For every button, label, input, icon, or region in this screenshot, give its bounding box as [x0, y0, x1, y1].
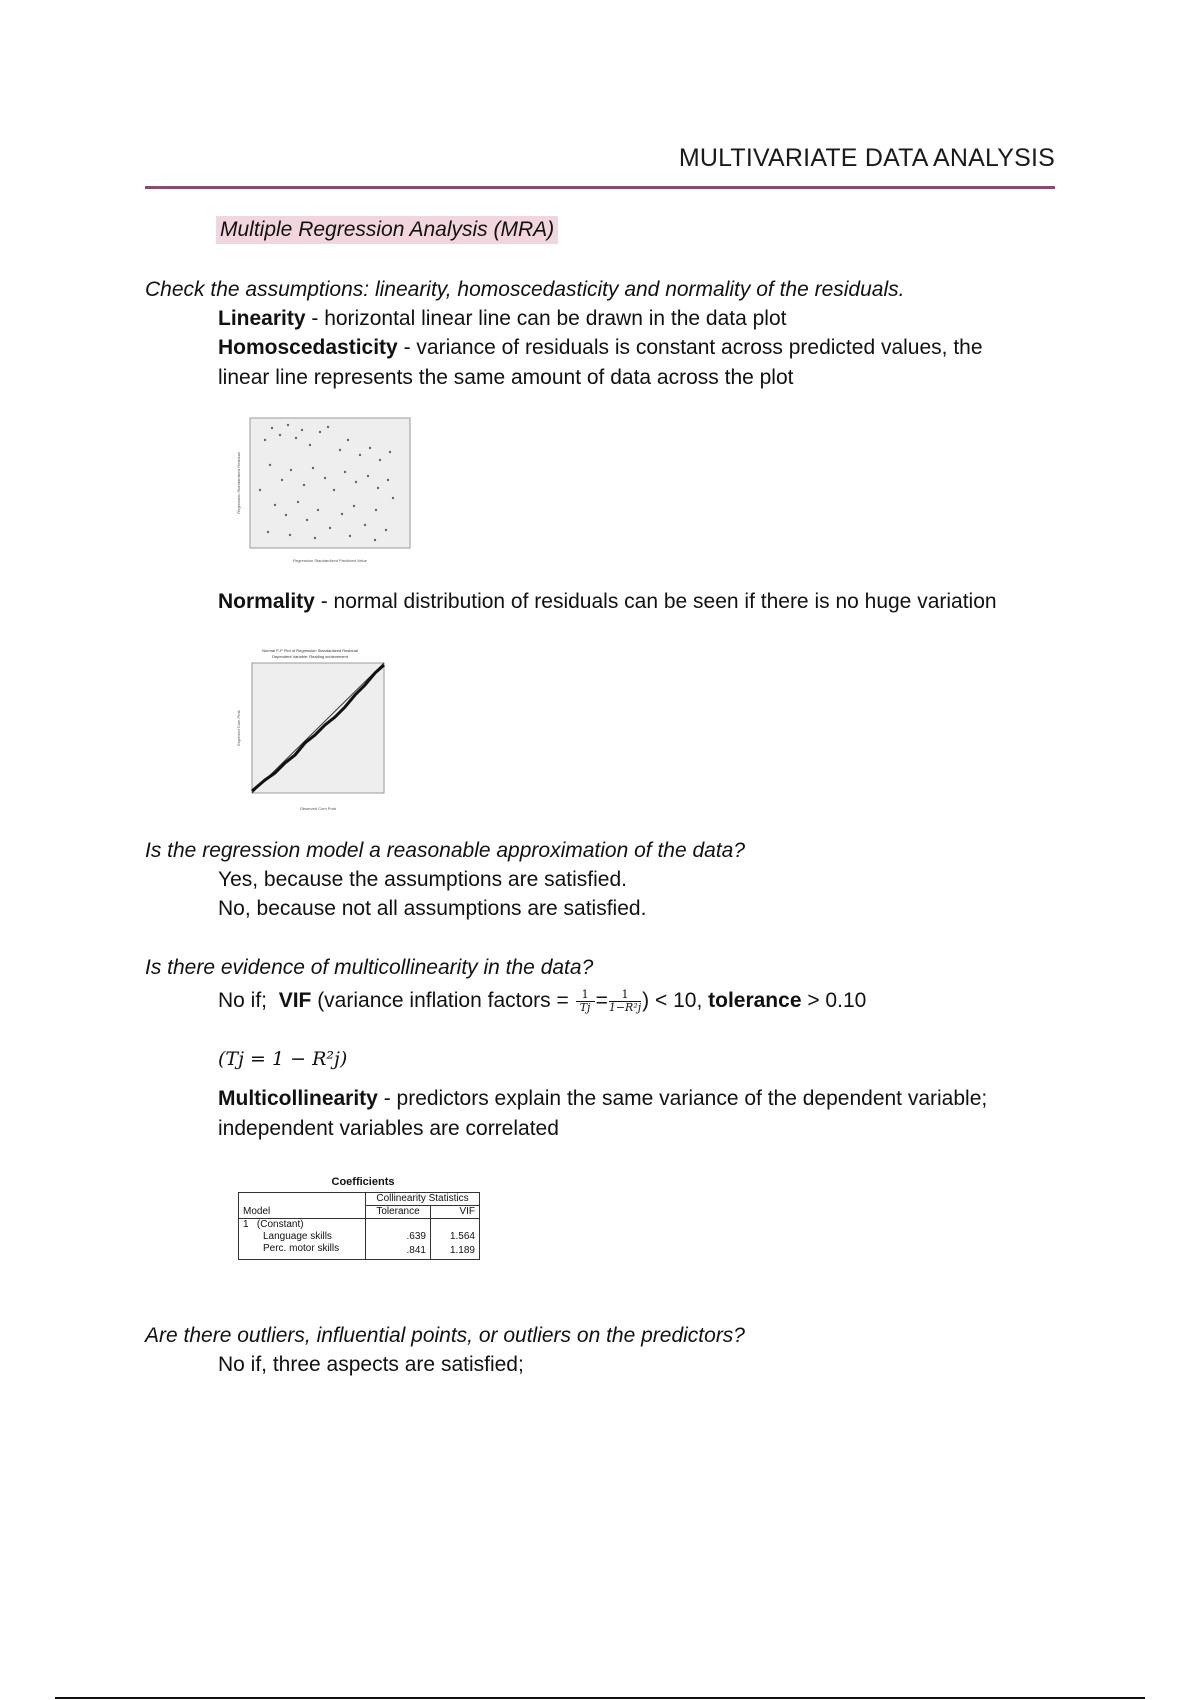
multicollinearity-term: Multicollinearity	[218, 1087, 378, 1110]
multicollinearity-question: Is there evidence of multicollinearity in the data?	[145, 956, 594, 979]
vif-fraction-2: $\frac{1}{\text{1−R²j}}$	[608, 987, 642, 1014]
table-row: 1 (Constant)	[239, 1219, 479, 1232]
pp-title: Normal P-P Plot of Regression Standardized Residual	[262, 648, 358, 653]
multicollinearity-line-2: independent variables are correlated	[218, 1117, 559, 1140]
pp-ylabel: Expected Cum Prob	[236, 710, 241, 746]
normal-pp-plot-icon	[230, 645, 390, 815]
vif-limit: ) < 10,	[642, 989, 709, 1012]
multicollinearity-line	[218, 1084, 987, 1114]
header-divider	[145, 186, 1055, 189]
pp-subtitle: Dependent Variable: Reading achievement	[272, 654, 348, 659]
normality-term: Normality	[218, 590, 315, 613]
model-fit-no: No, because not all assumptions are satisfied.	[218, 897, 647, 920]
scatter-xlabel: Regression Standardized Predicted Value	[293, 558, 367, 563]
section-title: Multiple Regression Analysis (MRA)	[216, 216, 558, 244]
no-if-label: No if;	[218, 989, 268, 1012]
table-row: Perc. motor skills .841 1.189	[239, 1243, 479, 1259]
page-header-title: MULTIVARIATE DATA ANALYSIS	[678, 144, 1055, 172]
vif-term: VIF	[278, 989, 312, 1012]
tolerance-limit: > 0.10	[801, 989, 867, 1012]
scatter-ylabel: Regression Standardized Residual	[236, 452, 241, 514]
model-header: Model	[239, 1206, 366, 1219]
linearity-term: Linearity	[218, 307, 306, 330]
homoscedasticity-line-2: linear line represents the same amount of data across the plot	[218, 366, 794, 389]
homoscedasticity-line	[218, 333, 983, 363]
model-fit-yes: Yes, because the assumptions are satisfied.	[218, 868, 627, 891]
tolerance-term: tolerance	[708, 989, 802, 1012]
coefficients-title: Coefficients	[331, 1176, 395, 1188]
linearity-line	[218, 304, 787, 334]
table-row: Language skills .639 1.564	[239, 1231, 479, 1243]
homoscedasticity-term: Homoscedasticity	[218, 336, 398, 359]
tolerance-formula: (Tj = 1 − R²j)	[218, 1048, 348, 1070]
model-fit-question: Is the regression model a reasonable approximation of the data?	[145, 839, 746, 862]
collinearity-header: Collinearity Statistics	[366, 1193, 480, 1206]
vif-line	[218, 986, 866, 1016]
normality-line	[218, 587, 997, 617]
multicollinearity-text: - predictors explain the same variance of the dependent variable;	[377, 1087, 988, 1110]
coefficients-table	[238, 1192, 480, 1260]
outliers-answer: No if, three aspects are satisfied;	[218, 1353, 524, 1376]
normality-text: - normal distribution of residuals can be seen if there is no huge variation	[314, 590, 997, 613]
linearity-text: - horizontal linear line can be drawn in the data plot	[305, 307, 787, 330]
pp-xlabel: Observed Cum Prob	[299, 806, 337, 811]
vif-header: VIF	[459, 1206, 475, 1217]
tolerance-header: Tolerance	[366, 1206, 431, 1219]
assumptions-question: Check the assumptions: linearity, homoscedasticity and normality of the residuals.	[145, 278, 905, 301]
equals-sign: =	[595, 989, 608, 1012]
vif-fraction-1: $\frac{1}{Tj}$	[576, 989, 595, 1014]
residual-scatterplot-icon	[230, 410, 415, 565]
footer-divider	[55, 1697, 1145, 1699]
outliers-question: Are there outliers, influential points, or outliers on the predictors?	[145, 1324, 745, 1347]
vif-text: (variance inflation factors =	[311, 989, 575, 1012]
homoscedasticity-text: - variance of residuals is constant across predicted values, the	[397, 336, 983, 359]
